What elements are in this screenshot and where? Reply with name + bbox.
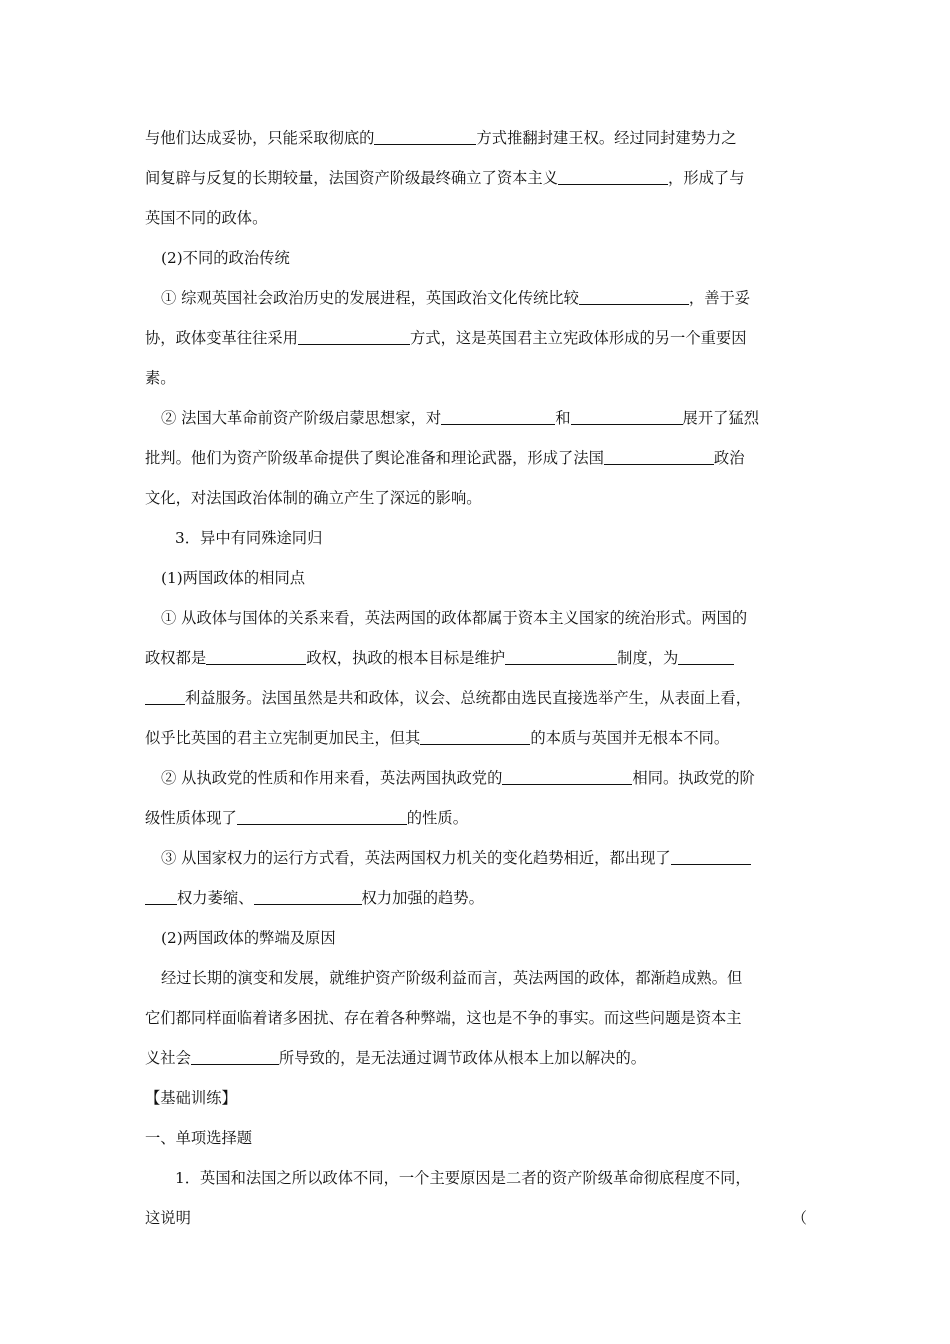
fill-blank[interactable] <box>374 143 476 145</box>
text-line <box>145 398 807 438</box>
text-segment: 与他们达成妥协，只能采取彻底的 <box>145 129 375 147</box>
question-text <box>145 1198 807 1238</box>
text-line: 经过长期的演变和发展，就维护资产阶级利益而言，英法两国的政体，都渐趋成熟。但 <box>161 969 743 987</box>
text-line <box>145 438 807 478</box>
text-segment: 的本质与英国并无根本不同。 <box>530 729 730 747</box>
fill-blank[interactable] <box>678 663 734 665</box>
section-heading: (2)两国政体的弊端及原因 <box>161 929 336 947</box>
section-heading: 一、单项选择题 <box>145 1129 253 1147</box>
text-segment: 批判。他们为资产阶级革命提供了舆论准备和理论武器，形成了法国 <box>145 449 604 467</box>
fill-blank[interactable] <box>145 703 185 705</box>
fill-blank[interactable] <box>254 903 362 905</box>
text-line <box>145 118 807 158</box>
text-segment: 权力萎缩、 <box>177 889 254 907</box>
text-segment: 所导致的，是无法通过调节政体从根本上加以解决的。 <box>278 1049 647 1067</box>
answer-bracket: （ <box>791 1209 807 1227</box>
fill-blank[interactable] <box>420 743 530 745</box>
text-segment: 利益服务。法国虽然是共和政体，议会、总统都由选民直接选举产生，从表面上看， <box>185 689 751 707</box>
text-segment: 似乎比英国的君主立宪制更加民主，但其 <box>145 729 421 747</box>
text-segment: ，形成了与 <box>668 169 745 187</box>
question-text: 1．英国和法国之所以政体不同，一个主要原因是二者的资产阶级革命彻底程度不同， <box>175 1169 751 1187</box>
text-line <box>145 758 807 798</box>
fill-blank[interactable] <box>502 783 632 785</box>
text-segment: 方式推翻封建王权。经过同封建势力之 <box>476 129 737 147</box>
text-segment: ③ 从国家权力的运行方式看，英法两国权力机关的变化趋势相近，都出现了 <box>161 849 671 867</box>
text-segment: 方式，这是英国君主立宪政体形成的另一个重要因 <box>409 329 747 347</box>
text-segment: 展开了猛烈 <box>682 409 760 427</box>
text-segment: 级性质体现了 <box>145 809 237 827</box>
text-segment: 相同。执政党的阶 <box>632 769 755 787</box>
fill-blank[interactable] <box>206 663 306 665</box>
text-line: 它们都同样面临着诸多困扰、存在着各种弊端，这也是不争的事实。而这些问题是资本主 <box>145 1009 742 1027</box>
text-segment: ② 从执政党的性质和作用来看，英法两国执政党的 <box>161 769 503 787</box>
text-segment: 和 <box>555 409 571 427</box>
fill-blank[interactable] <box>298 343 410 345</box>
section-heading: 【基础训练】 <box>145 1089 237 1107</box>
text-segment: 的性质。 <box>406 809 468 827</box>
fill-blank[interactable] <box>441 423 555 425</box>
text-line <box>145 678 807 718</box>
text-line: 英国不同的政体。 <box>145 209 268 227</box>
fill-blank[interactable] <box>558 183 668 185</box>
text-line: 素。 <box>145 369 176 387</box>
text-segment: 政权，执政的根本目标是维护 <box>306 649 506 667</box>
text-line <box>145 878 807 918</box>
text-line <box>145 838 807 878</box>
fill-blank[interactable] <box>604 463 714 465</box>
fill-blank[interactable] <box>505 663 617 665</box>
fill-blank[interactable] <box>237 823 407 825</box>
text-line: 文化，对法国政治体制的确立产生了深远的影响。 <box>145 489 482 507</box>
text-segment: 协，政体变革往往采用 <box>145 329 298 347</box>
document-page <box>145 118 807 1238</box>
fill-blank[interactable] <box>191 1063 279 1065</box>
text-segment: 权力加强的趋势。 <box>361 889 484 907</box>
text-segment: ② 法国大革命前资产阶级启蒙思想家，对 <box>161 409 442 427</box>
section-heading: (1)两国政体的相同点 <box>161 569 306 587</box>
text-line <box>145 638 807 678</box>
text-line <box>145 798 807 838</box>
fill-blank[interactable] <box>145 903 177 905</box>
text-segment: ，善于妥 <box>688 289 751 307</box>
fill-blank[interactable] <box>571 423 683 425</box>
section-heading: (2)不同的政治传统 <box>161 249 290 267</box>
text-line <box>145 278 807 318</box>
text-line <box>145 1038 807 1078</box>
text-segment: 制度，为 <box>617 649 679 667</box>
fill-blank[interactable] <box>579 303 689 305</box>
text-segment: 这说明 <box>145 1209 191 1227</box>
text-segment: 义社会 <box>145 1049 191 1067</box>
text-line <box>145 718 807 758</box>
text-line: ① 从政体与国体的关系来看，英法两国的政体都属于资本主义国家的统治形式。两国的 <box>161 609 748 627</box>
text-segment: 政权都是 <box>145 649 207 667</box>
section-heading: 3．异中有同殊途同归 <box>175 529 323 547</box>
text-segment: 政治 <box>713 449 745 467</box>
text-segment: 间复辟与反复的长期较量，法国资产阶级最终确立了资本主义 <box>145 169 559 187</box>
text-line <box>145 318 807 358</box>
fill-blank[interactable] <box>671 863 751 865</box>
text-line <box>145 158 807 198</box>
text-segment: ① 综观英国社会政治历史的发展进程，英国政治文化传统比较 <box>161 289 579 307</box>
